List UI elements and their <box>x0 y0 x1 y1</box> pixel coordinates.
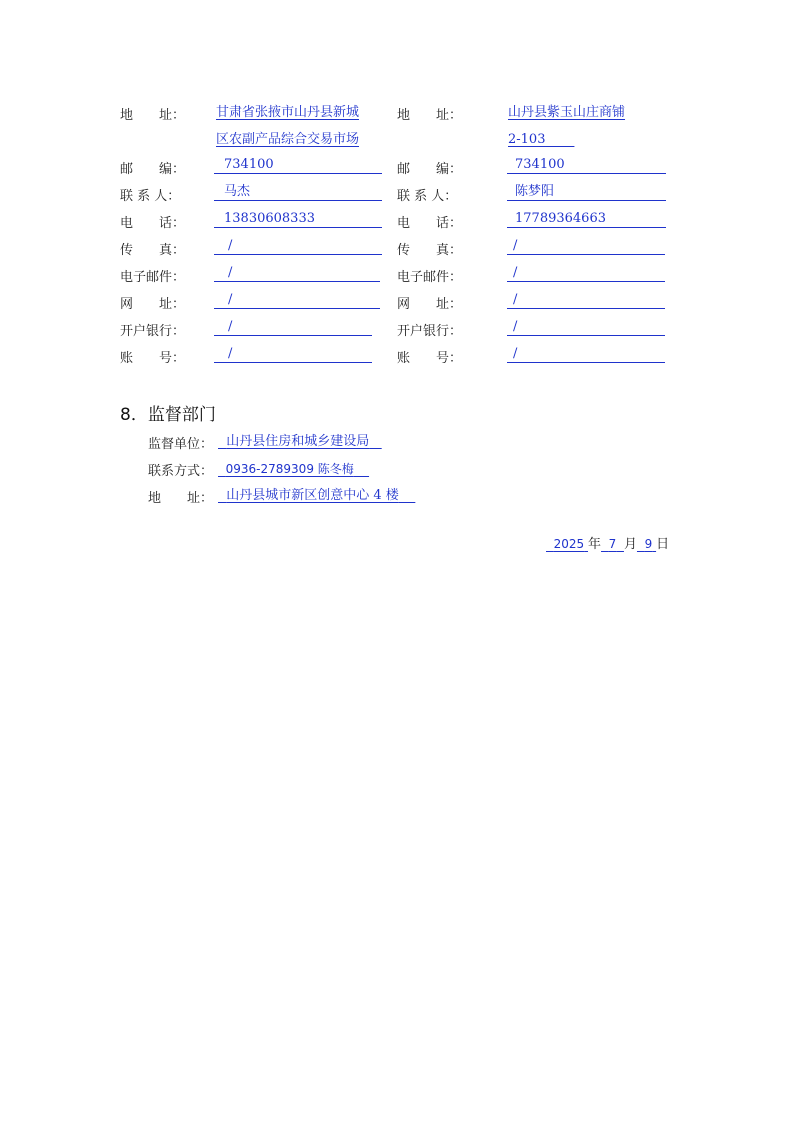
left-account-field[interactable]: / <box>214 345 372 363</box>
left-address-line1: 甘肃省张掖市山丹县新城 <box>216 105 360 120</box>
left-address-line2: 区农副产品综合交易市场 <box>216 132 360 147</box>
left-bank-field[interactable]: / <box>214 318 372 336</box>
right-postcode-label: 邮 编： <box>397 162 463 177</box>
left-fax-field[interactable]: / <box>214 237 382 255</box>
right-contact-field[interactable]: 陈梦阳 <box>507 183 666 201</box>
left-address-label: 地 址： <box>120 108 186 123</box>
date-month: 7 <box>608 537 617 551</box>
left-email-field[interactable]: / <box>214 264 380 282</box>
left-fax-label: 传 真： <box>120 243 186 258</box>
supervision-contact-field[interactable]: 0936-2789309 陈冬梅 <box>225 462 354 476</box>
right-account-label: 账 号： <box>397 351 463 366</box>
right-address-line2: 2-103 <box>508 132 546 147</box>
date-day: 9 <box>644 537 653 551</box>
right-fax-field[interactable]: / <box>507 237 665 255</box>
right-address-label: 地 址： <box>397 108 463 123</box>
signature-date <box>546 533 669 552</box>
right-email-label: 电子邮件： <box>397 270 463 285</box>
left-postcode-field[interactable]: 734100 <box>214 156 382 174</box>
right-bank-label: 开户银行： <box>397 324 463 339</box>
right-account-field[interactable]: / <box>507 345 665 363</box>
left-bank-label: 开户银行： <box>120 324 186 339</box>
right-bank-field[interactable]: / <box>507 318 665 336</box>
right-contact-label: 联 系 人： <box>397 189 458 204</box>
left-contact-field[interactable]: 马杰 <box>214 183 382 201</box>
left-website-label: 网 址： <box>120 297 186 312</box>
date-year-unit: 年 <box>588 537 602 552</box>
section-heading-supervision: 8．监督部门 <box>120 405 216 425</box>
right-phone-field[interactable]: 17789364663 <box>507 210 666 228</box>
right-address-line1: 山丹县紫玉山庄商铺 <box>508 105 626 120</box>
left-postcode-label: 邮 编： <box>120 162 186 177</box>
right-phone-label: 电 话： <box>397 216 463 231</box>
left-phone-label: 电 话： <box>120 216 186 231</box>
right-fax-label: 传 真： <box>397 243 463 258</box>
left-account-label: 账 号： <box>120 351 186 366</box>
right-website-label: 网 址： <box>397 297 463 312</box>
left-contact-label: 联 系 人： <box>120 189 181 204</box>
right-postcode-field[interactable]: 734100 <box>507 156 666 174</box>
right-website-field[interactable]: / <box>507 291 665 309</box>
left-phone-field[interactable]: 13830608333 <box>214 210 382 228</box>
date-month-unit: 月 <box>623 537 637 552</box>
left-email-label: 电子邮件： <box>120 270 186 285</box>
supervision-unit-field[interactable]: 山丹县住房和城乡建设局 <box>226 434 370 449</box>
supervision-address-field[interactable]: 山丹县城市新区创意中心 4 楼 <box>226 488 399 503</box>
supervision-address-label: 地 址： <box>148 491 214 506</box>
supervision-contact-label: 联系方式： <box>148 464 214 479</box>
right-email-field[interactable]: / <box>507 264 665 282</box>
supervision-unit-label: 监督单位： <box>148 437 214 452</box>
left-website-field[interactable]: / <box>214 291 380 309</box>
date-day-unit: 日 <box>656 537 670 552</box>
date-year: 2025 <box>553 537 585 551</box>
